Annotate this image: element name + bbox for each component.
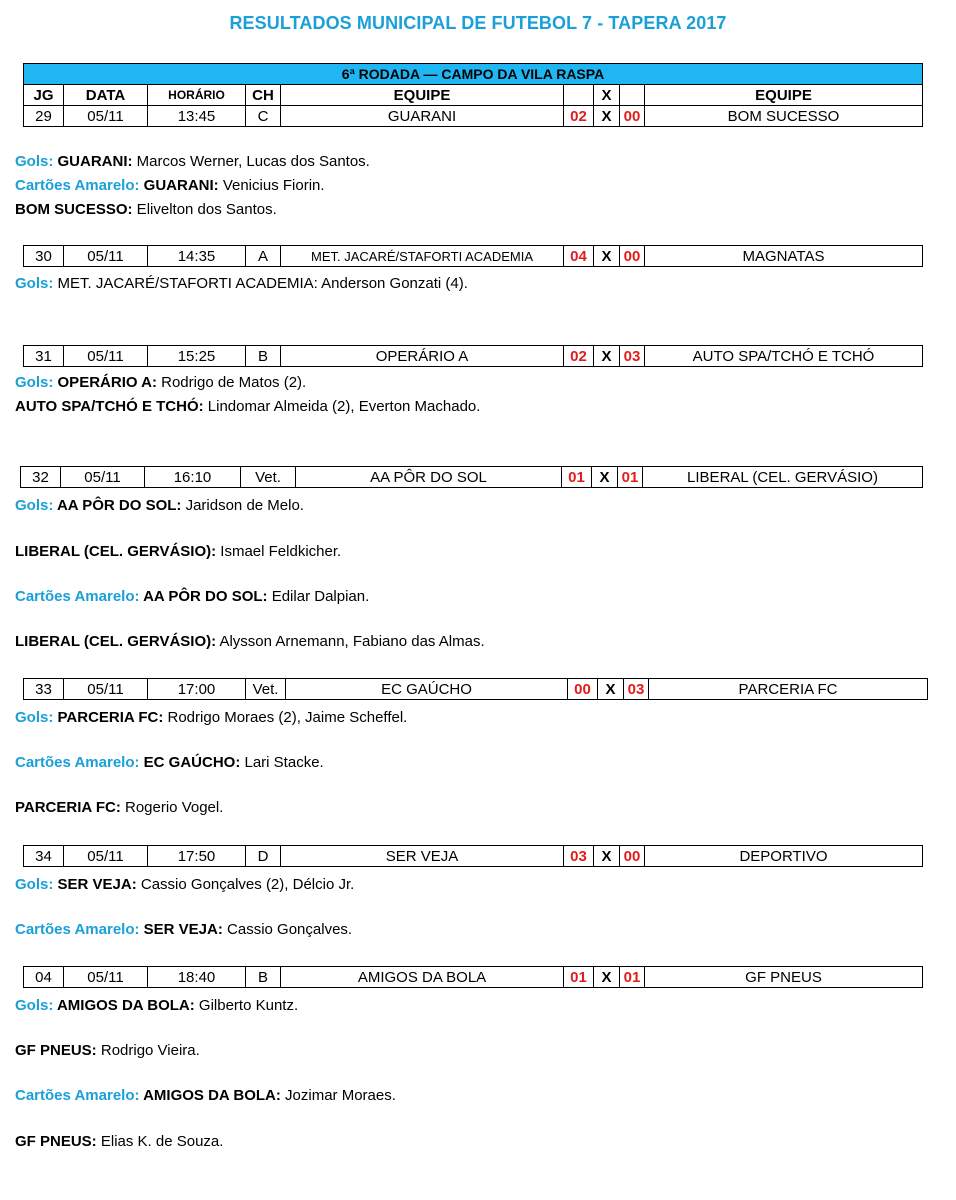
note-line: Cartões Amarelo: GUARANI: Venicius Fiorin. bbox=[15, 177, 325, 194]
versus: X bbox=[594, 346, 620, 367]
match-time: 15:25 bbox=[148, 346, 246, 367]
home-team: GUARANI bbox=[281, 106, 564, 127]
match-row bbox=[24, 246, 923, 267]
note-line: PARCERIA FC: Rogerio Vogel. bbox=[15, 799, 224, 816]
versus: X bbox=[598, 679, 624, 700]
away-team: DEPORTIVO bbox=[645, 846, 923, 867]
note-line: BOM SUCESSO: Elivelton dos Santos. bbox=[15, 201, 277, 218]
match-table-30 bbox=[23, 245, 923, 267]
note-line: Cartões Amarelo: SER VEJA: Cassio Gonçalves. bbox=[15, 921, 353, 938]
col-horario: HORÁRIO bbox=[148, 85, 246, 106]
match-table-29 bbox=[23, 63, 923, 127]
note-line: LIBERAL (CEL. GERVÁSIO): Ismael Feldkicher. bbox=[15, 543, 342, 560]
match-category: B bbox=[246, 967, 281, 988]
note-line: Cartões Amarelo: EC GAÚCHO: Lari Stacke. bbox=[15, 754, 324, 771]
note-line: LIBERAL (CEL. GERVÁSIO): Alysson Arnemann, Fabiano das Almas. bbox=[15, 633, 485, 650]
match-row bbox=[21, 467, 923, 488]
round-title: 6ª RODADA — CAMPO DA VILA RASPA bbox=[24, 64, 923, 85]
match-jg: 30 bbox=[24, 246, 64, 267]
match-time: 14:35 bbox=[148, 246, 246, 267]
match-category: Vet. bbox=[241, 467, 296, 488]
match-date: 05/11 bbox=[64, 846, 148, 867]
away-team: BOM SUCESSO bbox=[645, 106, 923, 127]
match-jg: 34 bbox=[24, 846, 64, 867]
away-score: 01 bbox=[618, 467, 643, 488]
match-time: 13:45 bbox=[148, 106, 246, 127]
match-time: 17:50 bbox=[148, 846, 246, 867]
home-team: OPERÁRIO A bbox=[281, 346, 564, 367]
away-team: MAGNATAS bbox=[645, 246, 923, 267]
col-ch: CH bbox=[246, 85, 281, 106]
match-row bbox=[24, 967, 923, 988]
home-score: 02 bbox=[564, 106, 594, 127]
home-team: SER VEJA bbox=[281, 846, 564, 867]
match-table-31 bbox=[23, 345, 923, 367]
col-jg: JG bbox=[24, 85, 64, 106]
match-table-33 bbox=[23, 678, 928, 700]
home-team: AA PÔR DO SOL bbox=[296, 467, 562, 488]
note-line: Gols: AMIGOS DA BOLA: Gilberto Kuntz. bbox=[15, 997, 299, 1014]
col-blank bbox=[564, 85, 594, 106]
page-title: RESULTADOS MUNICIPAL DE FUTEBOL 7 - TAPERA 2017 bbox=[229, 13, 727, 33]
versus: X bbox=[592, 467, 618, 488]
note-line: AUTO SPA/TCHÓ E TCHÓ: Lindomar Almeida (2), Everton Machado. bbox=[15, 398, 481, 415]
home-score: 00 bbox=[568, 679, 598, 700]
home-score: 02 bbox=[564, 346, 594, 367]
match-date: 05/11 bbox=[64, 246, 148, 267]
match-category: B bbox=[246, 346, 281, 367]
match-table-04 bbox=[23, 966, 923, 988]
col-blank bbox=[620, 85, 645, 106]
away-score: 01 bbox=[620, 967, 645, 988]
note-line: Gols: OPERÁRIO A: Rodrigo de Matos (2). bbox=[15, 374, 307, 391]
match-time: 18:40 bbox=[148, 967, 246, 988]
match-date: 05/11 bbox=[64, 346, 148, 367]
home-score: 01 bbox=[564, 967, 594, 988]
note-line: Cartões Amarelo: AMIGOS DA BOLA: Jozimar Moraes. bbox=[15, 1087, 396, 1104]
versus: X bbox=[594, 106, 620, 127]
match-table-32 bbox=[20, 466, 923, 488]
note-line: Gols: SER VEJA: Cassio Gonçalves (2), Délcio Jr. bbox=[15, 876, 355, 893]
match-time: 16:10 bbox=[145, 467, 241, 488]
away-team: PARCERIA FC bbox=[649, 679, 928, 700]
versus: X bbox=[594, 967, 620, 988]
match-jg: 33 bbox=[24, 679, 64, 700]
match-row bbox=[24, 679, 928, 700]
match-row bbox=[24, 346, 923, 367]
match-date: 05/11 bbox=[64, 679, 148, 700]
home-team: EC GAÚCHO bbox=[286, 679, 568, 700]
note-line: GF PNEUS: Rodrigo Vieira. bbox=[15, 1042, 200, 1059]
match-category: D bbox=[246, 846, 281, 867]
note-line: Gols: AA PÔR DO SOL: Jaridson de Melo. bbox=[15, 497, 304, 514]
match-date: 05/11 bbox=[64, 967, 148, 988]
match-jg: 31 bbox=[24, 346, 64, 367]
note-line: Gols: MET. JACARÉ/STAFORTI ACADEMIA: Anderson Gonzati (4). bbox=[15, 275, 468, 292]
home-score: 01 bbox=[562, 467, 592, 488]
match-table-34 bbox=[23, 845, 923, 867]
col-equipe-away: EQUIPE bbox=[645, 85, 923, 106]
col-data: DATA bbox=[64, 85, 148, 106]
note-line: GF PNEUS: Elias K. de Souza. bbox=[15, 1133, 224, 1150]
match-category: Vet. bbox=[246, 679, 286, 700]
match-row bbox=[24, 106, 923, 127]
versus: X bbox=[594, 846, 620, 867]
match-date: 05/11 bbox=[61, 467, 145, 488]
match-row bbox=[24, 846, 923, 867]
away-score: 03 bbox=[620, 346, 645, 367]
note-line: Cartões Amarelo: AA PÔR DO SOL: Edilar Dalpian. bbox=[15, 588, 370, 605]
match-jg: 32 bbox=[21, 467, 61, 488]
match-jg: 04 bbox=[24, 967, 64, 988]
match-category: C bbox=[246, 106, 281, 127]
match-category: A bbox=[246, 246, 281, 267]
note-line: Gols: PARCERIA FC: Rodrigo Moraes (2), Jaime Scheffel. bbox=[15, 709, 408, 726]
col-equipe-home: EQUIPE bbox=[281, 85, 564, 106]
away-team: AUTO SPA/TCHÓ E TCHÓ bbox=[645, 346, 923, 367]
away-score: 00 bbox=[620, 846, 645, 867]
versus: X bbox=[594, 246, 620, 267]
home-score: 03 bbox=[564, 846, 594, 867]
away-score: 00 bbox=[620, 246, 645, 267]
away-team: GF PNEUS bbox=[645, 967, 923, 988]
home-team: AMIGOS DA BOLA bbox=[281, 967, 564, 988]
away-team: LIBERAL (CEL. GERVÁSIO) bbox=[643, 467, 923, 488]
away-score: 03 bbox=[624, 679, 649, 700]
col-x: X bbox=[594, 85, 620, 106]
match-date: 05/11 bbox=[64, 106, 148, 127]
match-jg: 29 bbox=[24, 106, 64, 127]
away-score: 00 bbox=[620, 106, 645, 127]
home-score: 04 bbox=[564, 246, 594, 267]
note-line: Gols: GUARANI: Marcos Werner, Lucas dos Santos. bbox=[15, 153, 370, 170]
home-team: MET. JACARÉ/STAFORTI ACADEMIA bbox=[281, 246, 564, 267]
match-time: 17:00 bbox=[148, 679, 246, 700]
